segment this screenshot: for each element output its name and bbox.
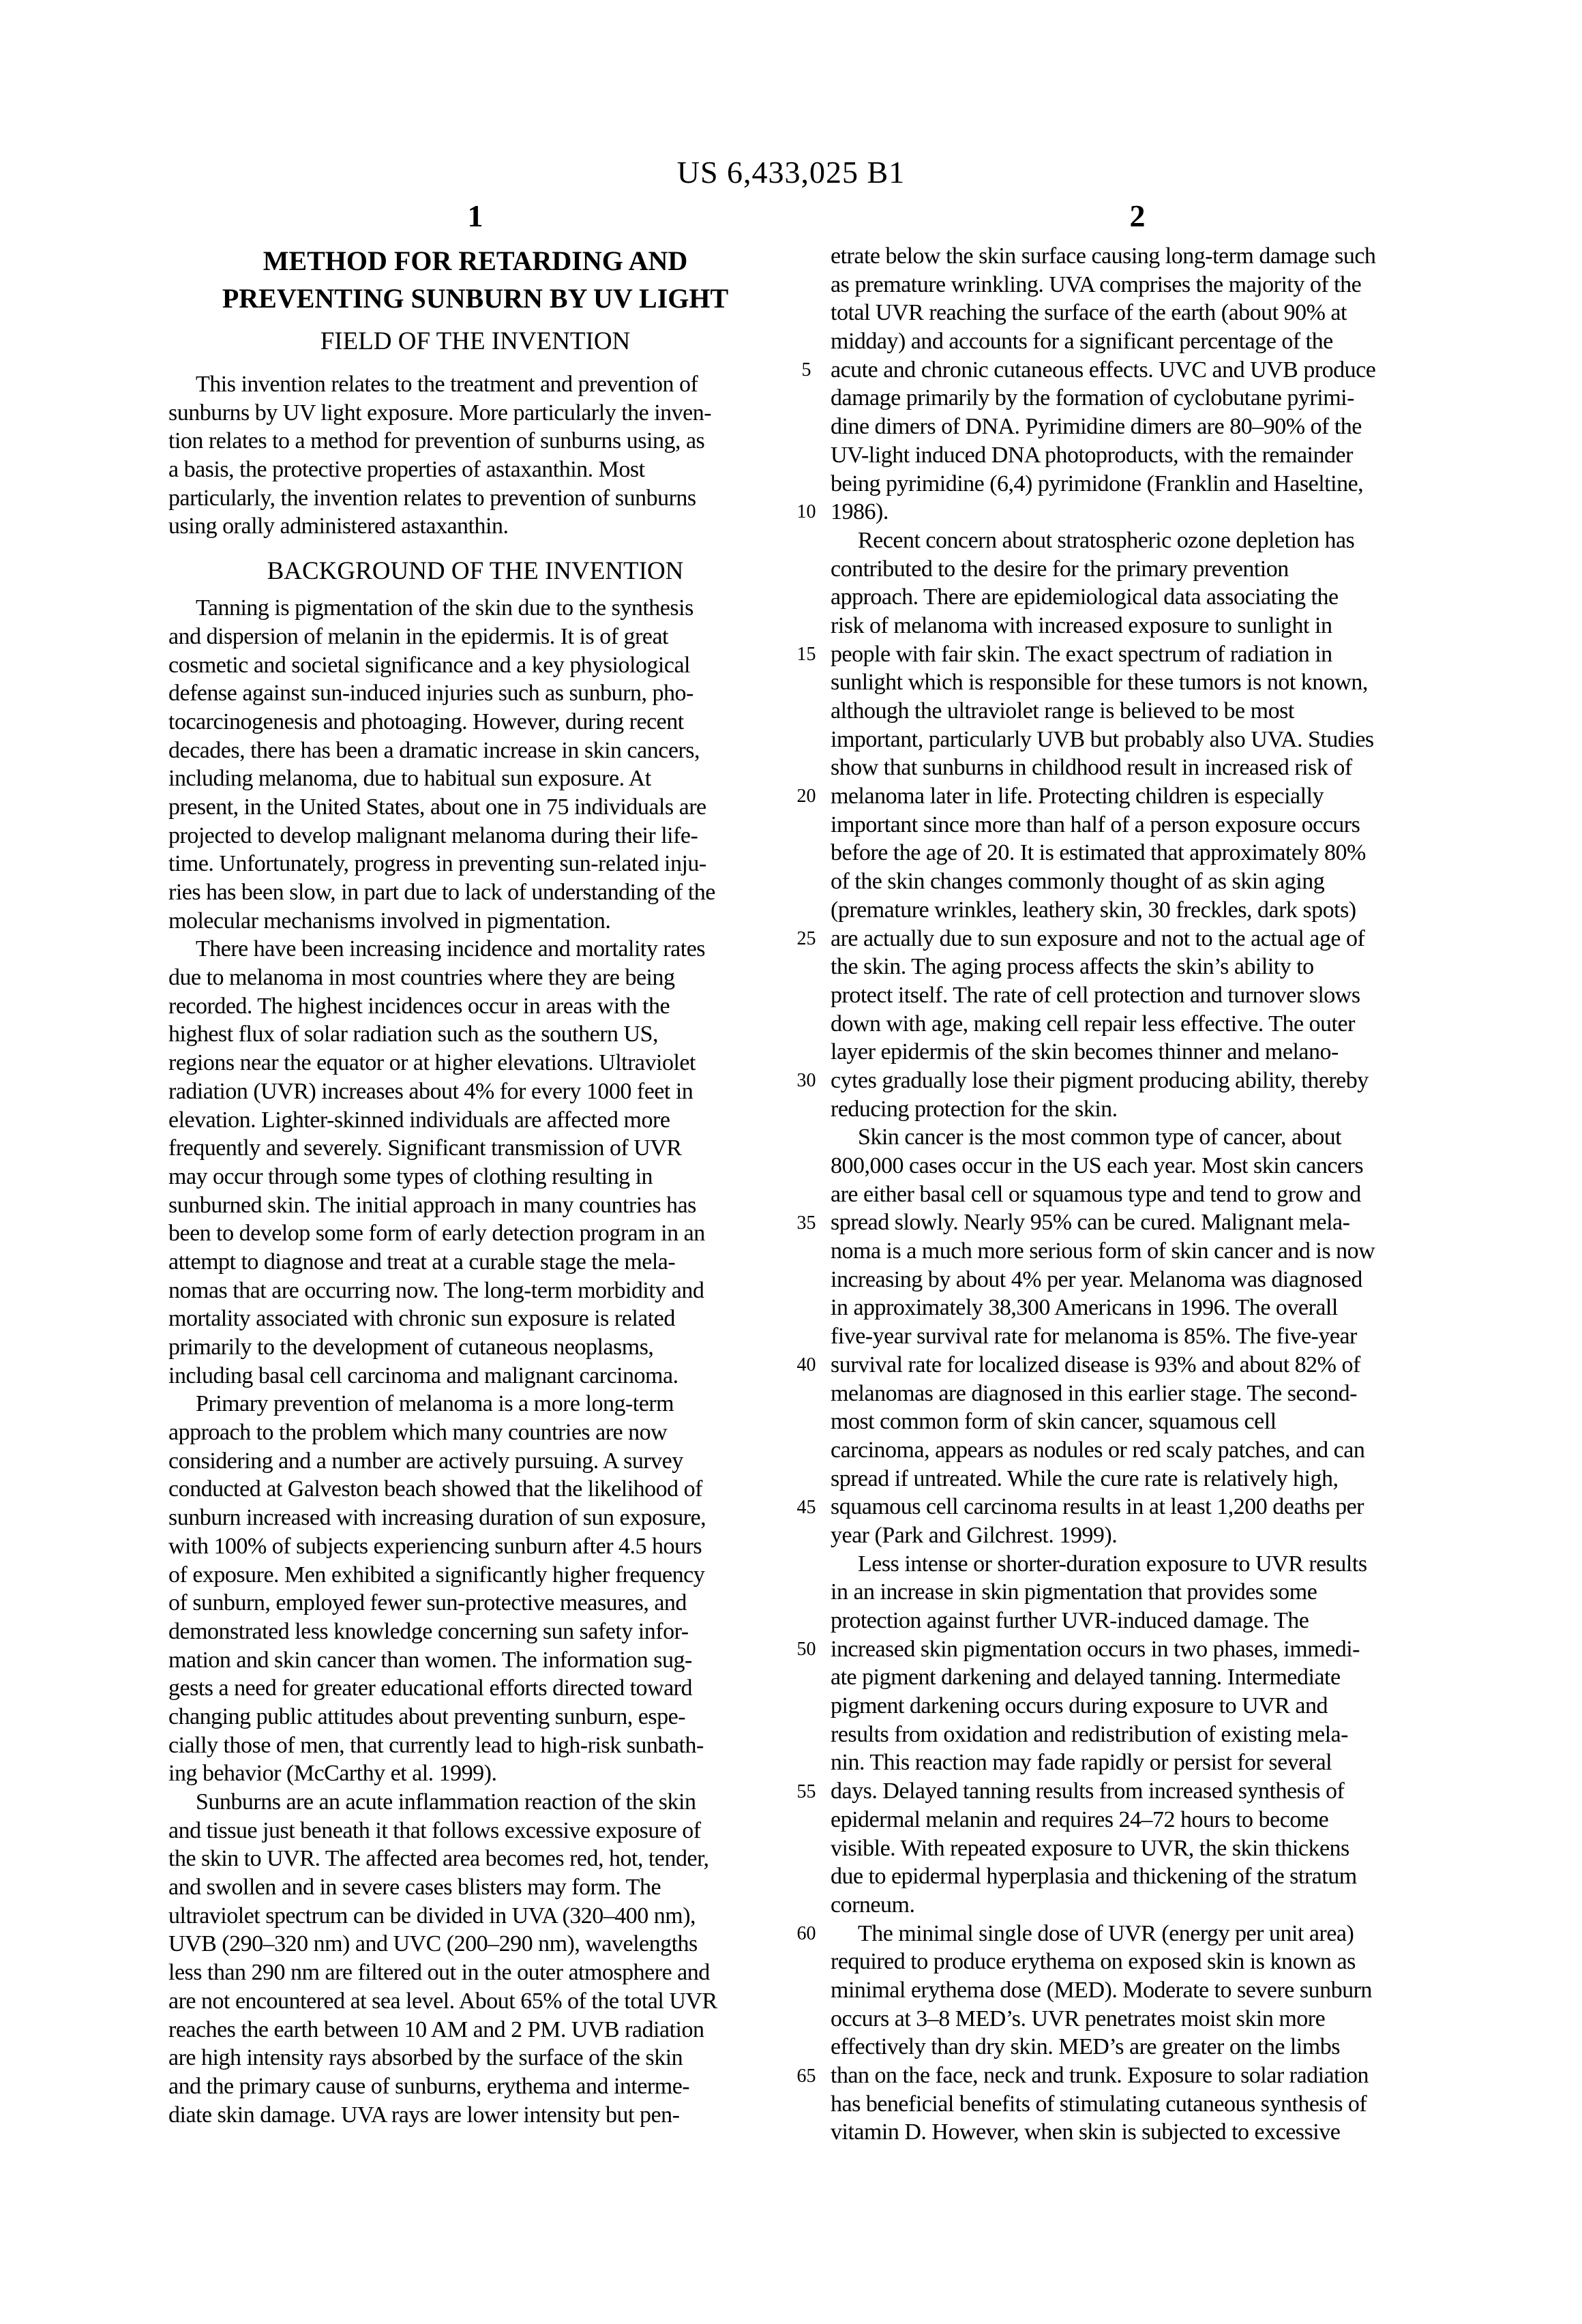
- paragraph: [168, 935, 782, 1390]
- text-line: carcinoma, appears as nodules or red scaly patches, and can: [831, 1437, 1365, 1463]
- text-line: of sunburn, employed fewer sun-protective measures, and: [168, 1590, 687, 1616]
- text-line: highest flux of solar radiation such as the southern US,: [168, 1022, 658, 1047]
- text-line: before the age of 20. It is estimated that approximately 80%: [831, 840, 1366, 866]
- text-line: nin. This reaction may fade rapidly or persist for several: [831, 1750, 1332, 1776]
- text-line: with 100% of subjects experiencing sunburn after 4.5 hours: [168, 1533, 702, 1559]
- text-line: projected to develop malignant melanoma during their life-: [168, 822, 698, 848]
- text-line: been to develop some form of early detection program in an: [168, 1221, 705, 1247]
- text-line: as premature wrinkling. UVA comprises the majority of the: [831, 271, 1362, 297]
- text-line: Recent concern about stratospheric ozone depletion has: [858, 527, 1355, 553]
- text-line: (premature wrinkles, leathery skin, 30 freckles, dark spots): [831, 897, 1356, 923]
- text-line: midday) and accounts for a significant percentage of the: [831, 329, 1333, 355]
- text-line: important since more than half of a person exposure occurs: [831, 811, 1360, 837]
- text-line: in approximately 38,300 Americans in 1996. The overall: [831, 1295, 1338, 1321]
- gutter-line-number: 15: [796, 643, 816, 665]
- text-line: diate skin damage. UVA rays are lower intensity but pen-: [168, 2102, 680, 2128]
- paragraph: [168, 1390, 782, 1788]
- text-line: are either basal cell or squamous type and tend to grow and: [831, 1181, 1361, 1207]
- text-line: are not encountered at sea level. About 65% of the total UVR: [168, 1988, 717, 2014]
- text-line: ries has been slow, in part due to lack of understanding of the: [168, 880, 715, 905]
- gutter-line-number: 55: [796, 1781, 816, 1802]
- invention-title: [168, 242, 782, 317]
- section-heading: BACKGROUND OF THE INVENTION: [267, 557, 684, 586]
- text-line: mortality associated with chronic sun exposure is related: [168, 1306, 675, 1332]
- text-line: increased skin pigmentation occurs in two phases, immedi-: [831, 1636, 1360, 1662]
- text-line: primarily to the development of cutaneous neoplasms,: [168, 1335, 654, 1360]
- text-line: has beneficial benefits of stimulating cutaneous synthesis of: [831, 2091, 1367, 2117]
- text-line: total UVR reaching the surface of the earth (about 90% at: [831, 300, 1347, 326]
- text-line: year (Park and Gilchrest. 1999).: [831, 1522, 1118, 1548]
- text-line: occurs at 3–8 MED’s. UVR penetrates moist skin more: [831, 2006, 1326, 2031]
- text-line: sunburns by UV light exposure. More particularly the inven-: [168, 400, 712, 426]
- invention-title-line: PREVENTING SUNBURN BY UV LIGHT: [222, 283, 729, 314]
- gutter-line-number: 35: [796, 1212, 816, 1234]
- text-line: and swollen and in severe cases blisters may form. The: [168, 1875, 661, 1901]
- paragraph: [168, 1788, 782, 2129]
- text-line: sunburned skin. The initial approach in many countries has: [168, 1192, 696, 1218]
- text-line: squamous cell carcinoma results in at least 1,200 deaths per: [831, 1494, 1364, 1520]
- text-line: This invention relates to the treatment and prevention of: [196, 372, 698, 397]
- text-line: required to produce erythema on exposed skin is known as: [831, 1949, 1356, 1975]
- text-line: sunlight which is responsible for these tumors is not known,: [831, 670, 1368, 696]
- text-line: changing public attitudes about preventing sunburn, espe-: [168, 1703, 686, 1729]
- text-line: epidermal melanin and requires 24–72 hours to become: [831, 1806, 1329, 1832]
- text-line: cially those of men, that currently lead to high-risk sunbath-: [168, 1732, 704, 1758]
- text-line: most common form of skin cancer, squamous cell: [831, 1409, 1277, 1435]
- text-line: results from oxidation and redistribution of existing mela-: [831, 1721, 1348, 1747]
- text-line: defense against sun-induced injuries such as sunburn, pho-: [168, 681, 693, 706]
- text-line: particularly, the invention relates to prevention of sunburns: [168, 485, 696, 511]
- text-line: in an increase in skin pigmentation that provides some: [831, 1579, 1317, 1605]
- text-line: Skin cancer is the most common type of cancer, about: [858, 1124, 1342, 1150]
- text-line: Tanning is pigmentation of the skin due to the synthesis: [196, 595, 693, 621]
- text-line: tion relates to a method for prevention of sunburns using, as: [168, 428, 705, 454]
- text-line: minimal erythema dose (MED). Moderate to severe sunburn: [831, 1977, 1372, 2003]
- text-line: ate pigment darkening and delayed tanning. Intermediate: [831, 1665, 1341, 1690]
- paragraph: [168, 370, 782, 541]
- text-line: down with age, making cell repair less effective. The outer: [831, 1011, 1355, 1037]
- text-line: being pyrimidine (6,4) pyrimidone (Franklin and Haseltine,: [831, 471, 1364, 496]
- text-line: ultraviolet spectrum can be divided in UVA (320–400 nm),: [168, 1903, 696, 1928]
- text-line: of exposure. Men exhibited a significantly higher frequency: [168, 1562, 705, 1588]
- text-line: reducing protection for the skin.: [831, 1096, 1118, 1122]
- text-line: 1986).: [831, 499, 889, 525]
- text-line: due to epidermal hyperplasia and thickening of the stratum: [831, 1864, 1357, 1890]
- gutter-line-number: 20: [796, 786, 816, 807]
- text-line: and dispersion of melanin in the epidermis. It is of great: [168, 623, 668, 649]
- text-line: visible. With repeated exposure to UVR, the skin thickens: [831, 1835, 1349, 1861]
- gutter-line-number: 5: [801, 359, 811, 381]
- text-line: gests a need for greater educational efforts directed toward: [168, 1675, 693, 1701]
- right-column: [831, 242, 1444, 2147]
- gutter-line-number: 50: [796, 1639, 816, 1660]
- text-line: regions near the equator or at higher elevations. Ultraviolet: [168, 1050, 696, 1076]
- gutter-line-number: 25: [796, 927, 816, 949]
- text-line: including melanoma, due to habitual sun exposure. At: [168, 766, 651, 792]
- text-line: damage primarily by the formation of cyclobutane pyrimi-: [831, 385, 1354, 411]
- text-line: contributed to the desire for the primary prevention: [831, 556, 1289, 582]
- text-line: molecular mechanisms involved in pigmentation.: [168, 908, 611, 934]
- text-line: UV-light induced DNA photoproducts, with the remainder: [831, 442, 1353, 468]
- paragraph: [168, 594, 782, 935]
- gutter-line-number: 10: [796, 501, 816, 523]
- left-column: [168, 242, 782, 2129]
- text-line: spread slowly. Nearly 95% can be cured. Malignant mela-: [831, 1210, 1350, 1236]
- section-heading: FIELD OF THE INVENTION: [320, 327, 631, 355]
- text-line: noma is a much more serious form of skin cancer and is now: [831, 1238, 1375, 1264]
- text-line: are high intensity rays absorbed by the surface of the skin: [168, 2045, 683, 2071]
- text-line: although the ultraviolet range is believed to be most: [831, 698, 1294, 724]
- text-line: of the skin changes commonly thought of as skin aging: [831, 869, 1325, 895]
- text-line: using orally administered astaxanthin.: [168, 513, 509, 539]
- text-line: are actually due to sun exposure and not to the actual age of: [831, 925, 1365, 951]
- text-line: risk of melanoma with increased exposure to sunlight in: [831, 612, 1332, 638]
- paragraph: [831, 1920, 1444, 2147]
- text-line: Less intense or shorter-duration exposure to UVR results: [858, 1551, 1367, 1577]
- text-line: Sunburns are an acute inflammation reaction of the skin: [196, 1789, 696, 1815]
- text-line: nomas that are occurring now. The long-term morbidity and: [168, 1277, 704, 1303]
- text-line: reaches the earth between 10 AM and 2 PM. UVB radiation: [168, 2016, 704, 2042]
- text-line: etrate below the skin surface causing long-term damage such: [831, 243, 1376, 269]
- text-line: mation and skin cancer than women. The information sug-: [168, 1647, 692, 1673]
- paragraph: [831, 242, 1444, 526]
- invention-title-line: METHOD FOR RETARDING AND: [263, 245, 688, 276]
- text-line: sunburn increased with increasing duration of sun exposure,: [168, 1505, 706, 1531]
- text-line: spread if untreated. While the cure rate is relatively high,: [831, 1465, 1339, 1491]
- text-line: approach to the problem which many countries are now: [168, 1420, 668, 1446]
- gutter-line-number: 45: [796, 1496, 816, 1518]
- text-line: survival rate for localized disease is 93% and about 82% of: [831, 1352, 1360, 1377]
- text-line: dine dimers of DNA. Pyrimidine dimers are 80–90% of the: [831, 414, 1362, 440]
- text-line: tocarcinogenesis and photoaging. However, during recent: [168, 709, 684, 734]
- text-line: Primary prevention of melanoma is a more long-term: [196, 1391, 674, 1417]
- paragraph: [831, 1550, 1444, 1920]
- patent-number: US 6,433,025 B1: [676, 155, 906, 190]
- text-line: including basal cell carcinoma and malignant carcinoma.: [168, 1362, 678, 1388]
- text-line: and tissue just beneath it that follows excessive exposure of: [168, 1817, 701, 1843]
- text-line: show that sunburns in childhood result in increased risk of: [831, 755, 1352, 781]
- text-line: considering and a number are actively pursuing. A survey: [168, 1448, 683, 1474]
- text-line: than on the face, neck and trunk. Exposure to solar radiation: [831, 2063, 1369, 2088]
- text-line: increasing by about 4% per year. Melanoma was diagnosed: [831, 1266, 1362, 1292]
- text-line: the skin. The aging process affects the skin’s ability to: [831, 954, 1314, 980]
- text-line: ing behavior (McCarthy et al. 1999).: [168, 1761, 497, 1787]
- text-line: the skin to UVR. The affected area becomes red, hot, tender,: [168, 1846, 709, 1872]
- text-line: acute and chronic cutaneous effects. UVC and UVB produce: [831, 357, 1376, 383]
- text-line: decades, there has been a dramatic increase in skin cancers,: [168, 737, 700, 763]
- text-line: elevation. Lighter-skinned individuals are affected more: [168, 1107, 670, 1133]
- text-line: vitamin D. However, when skin is subjected to excessive: [831, 2119, 1341, 2145]
- text-line: effectively than dry skin. MED’s are greater on the limbs: [831, 2034, 1340, 2060]
- text-line: cosmetic and societal significance and a key physiological: [168, 652, 691, 678]
- text-line: due to melanoma in most countries where they are being: [168, 965, 675, 991]
- text-line: layer epidermis of the skin becomes thinner and melano-: [831, 1039, 1339, 1065]
- text-line: five-year survival rate for melanoma is 85%. The five-year: [831, 1324, 1357, 1350]
- column-number-left: 1: [467, 198, 483, 233]
- text-line: 800,000 cases occur in the US each year. Most skin cancers: [831, 1153, 1364, 1178]
- text-line: may occur through some types of clothing resulting in: [168, 1163, 653, 1189]
- text-line: pigment darkening occurs during exposure to UVR and: [831, 1693, 1328, 1719]
- text-line: There have been increasing incidence and mortality rates: [196, 936, 706, 962]
- paragraph: [831, 1123, 1444, 1549]
- text-line: melanomas are diagnosed in this earlier stage. The second-: [831, 1380, 1357, 1406]
- text-line: present, in the United States, about one in 75 individuals are: [168, 794, 706, 820]
- text-line: approach. There are epidemiological data associating the: [831, 584, 1339, 610]
- paragraph: [831, 526, 1444, 1123]
- text-line: attempt to diagnose and treat at a curable stage the mela-: [168, 1249, 676, 1275]
- text-line: melanoma later in life. Protecting children is especially: [831, 784, 1324, 809]
- column-number-right: 2: [1129, 198, 1146, 233]
- text-line: less than 290 nm are filtered out in the outer atmosphere and: [168, 1960, 710, 1986]
- text-line: frequently and severely. Significant transmission of UVR: [168, 1135, 682, 1161]
- text-line: demonstrated less knowledge concerning sun safety infor-: [168, 1618, 689, 1644]
- text-line: UVB (290–320 nm) and UVC (200–290 nm), wavelengths: [168, 1931, 698, 1957]
- gutter-line-number: 40: [796, 1354, 816, 1376]
- text-line: and the primary cause of sunburns, erythema and interme-: [168, 2073, 690, 2099]
- text-line: people with fair skin. The exact spectrum of radiation in: [831, 641, 1332, 667]
- text-line: cytes gradually lose their pigment producing ability, thereby: [831, 1067, 1369, 1093]
- text-line: protect itself. The rate of cell protection and turnover slows: [831, 982, 1360, 1008]
- text-line: The minimal single dose of UVR (energy per unit area): [858, 1920, 1354, 1946]
- text-line: conducted at Galveston beach showed that the likelihood of: [168, 1476, 702, 1502]
- text-line: corneum.: [831, 1892, 915, 1918]
- text-line: recorded. The highest incidences occur in areas with the: [168, 993, 670, 1019]
- text-line: important, particularly UVB but probably also UVA. Studies: [831, 726, 1374, 752]
- text-line: time. Unfortunately, progress in preventing sun-related inju-: [168, 851, 706, 877]
- gutter-line-number: 65: [796, 2065, 816, 2087]
- text-line: radiation (UVR) increases about 4% for every 1000 feet in: [168, 1078, 693, 1104]
- gutter-line-number: 30: [796, 1070, 816, 1092]
- text-line: days. Delayed tanning results from increased synthesis of: [831, 1778, 1345, 1804]
- text-line: a basis, the protective properties of astaxanthin. Most: [168, 457, 645, 483]
- gutter-line-number: 60: [796, 1923, 816, 1945]
- text-line: protection against further UVR-induced damage. The: [831, 1608, 1309, 1633]
